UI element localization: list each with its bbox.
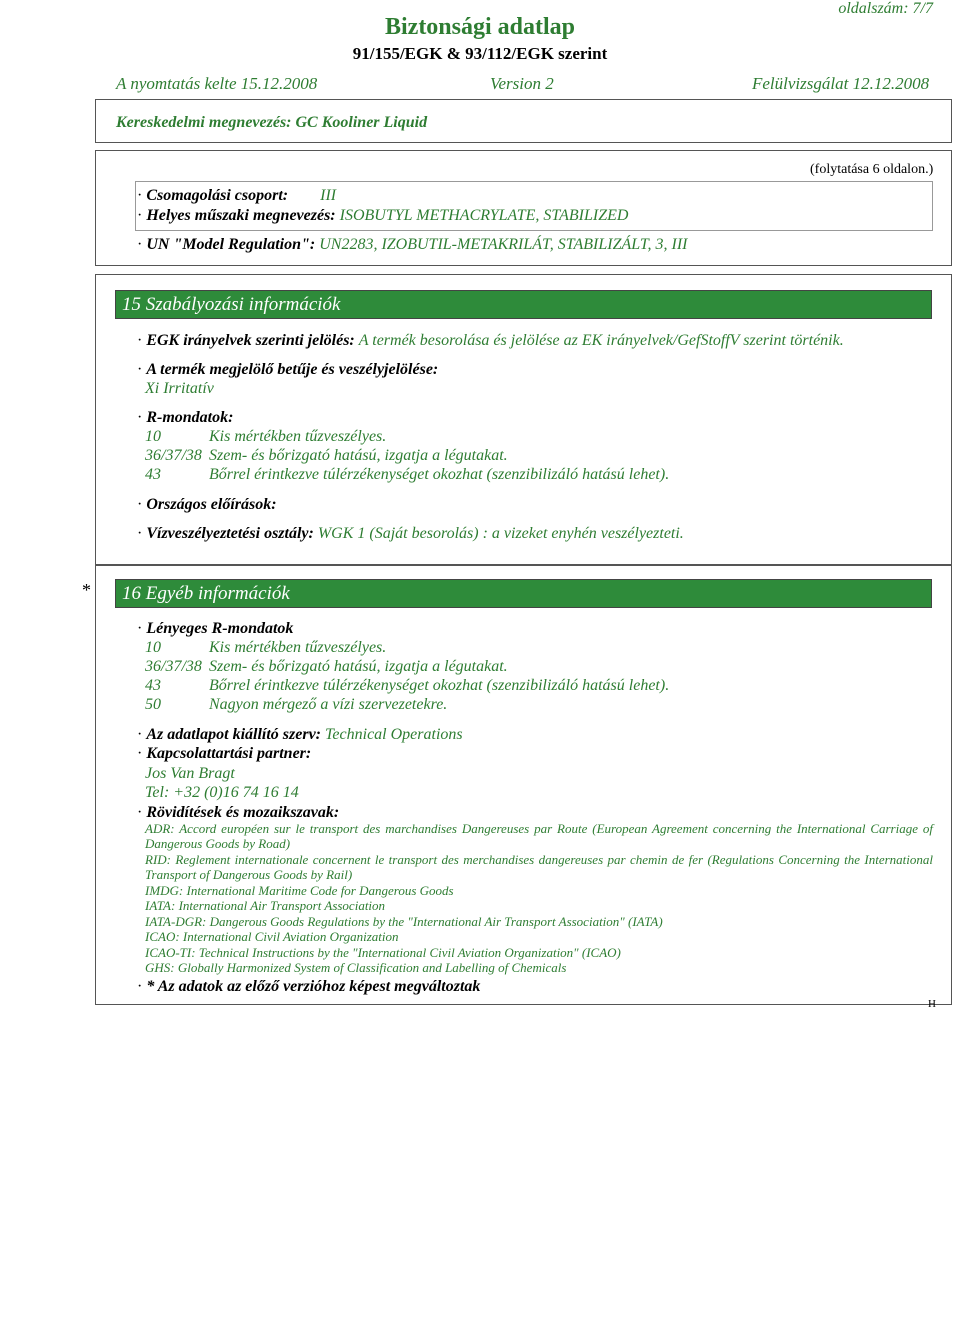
water-hazard-row: · Vízveszélyeztetési osztály: WGK 1 (Saját besorolás) : a vizeket enyhén veszélyezteti. xyxy=(137,525,684,542)
r-phrase-row: 36/37/38 Szem- és bőrizgató hatású, izgatja a légutakat. xyxy=(145,658,508,675)
abbreviation-iata-dgr: IATA-DGR: Dangerous Goods Regulations by the "International Air Transport Association" (IATA) xyxy=(145,914,663,929)
relevant-r-phrases-label: · Lényeges R-mondatok xyxy=(137,620,294,637)
r-phrase-row: 43 Bőrrel érintkezve túlérzékenységet okozhat (szenzibilizáló hatású lehet). xyxy=(145,677,670,694)
changed-note: · * Az adatok az előző verzióhoz képest megváltoztak xyxy=(137,978,481,995)
abbreviation-imdg: IMDG: International Maritime Code for Dangerous Goods xyxy=(145,883,454,898)
issuer-row: · Az adatlapot kiállító szerv: Technical Operations xyxy=(137,726,463,743)
r-phrase-row: 50 Nagyon mérgező a vízi szervezetekre. xyxy=(145,696,448,713)
trade-name-box xyxy=(95,99,952,143)
national-regulations-label: · Országos előírások: xyxy=(137,496,277,513)
egk-labelling-row: · EGK irányelvek szerinti jelölés: A termék besorolása és jelölése az EK irányelvek/GefStoffV szerint történik. xyxy=(137,332,844,349)
document-subtitle: 91/155/EGK & 93/112/EGK szerint xyxy=(352,44,608,63)
packing-group-row: · Csomagolási csoport: III xyxy=(137,187,337,204)
r-phrase-row: 43 Bőrrel érintkezve túlérzékenységet okozhat (szenzibilizáló hatású lehet). xyxy=(145,466,670,483)
contact-label: · Kapcsolattartási partner: xyxy=(137,745,312,762)
revision-date: Felülvizsgálat 12.12.2008 xyxy=(752,74,930,93)
change-marker: * xyxy=(82,580,91,600)
document-title: Biztonsági adatlap xyxy=(384,14,576,40)
abbreviation-rid: RID: Reglement internationale concernent le transport des merchandises dangereuses par chemin de fer (Regulations Concerning the International Transport of Dangerous Goods by Rail) xyxy=(145,852,933,882)
hazard-symbol-label: · A termék megjelölő betűje és veszélyjelölése: xyxy=(137,361,439,378)
hazard-symbol-value: Xi Irritatív xyxy=(145,380,214,397)
contact-name: Jos Van Bragt xyxy=(145,765,235,782)
r-phrase-row: 36/37/38 Szem- és bőrizgató hatású, izgatja a légutakat. xyxy=(145,447,508,464)
abbreviation-icao-ti: ICAO-TI: Technical Instructions by the "International Civil Aviation Organization" (ICAO) xyxy=(145,945,621,960)
section-15-heading: 15 Szabályozási információk xyxy=(115,290,932,319)
trade-name: Kereskedelmi megnevezés: GC Kooliner Liquid xyxy=(116,114,428,131)
abbreviations-label: · Rövidítések és mozaikszavak: xyxy=(137,804,340,821)
section-16-heading: 16 Egyéb információk xyxy=(115,579,932,608)
un-model-row: · UN "Model Regulation": UN2283, IZOBUTIL-METAKRILÁT, STABILIZÁLT, 3, III xyxy=(137,236,688,253)
r-phrase-row: 10 Kis mértékben tűzveszélyes. xyxy=(145,428,387,445)
r-phrases-label: · R-mondatok: xyxy=(137,409,234,426)
abbreviation-iata: IATA: International Air Transport Association xyxy=(145,898,386,913)
abbreviation-adr: ADR: Accord européen sur le transport des marchandises Dangereuses par Route (European Agreement concerning the International Carriage of Dangerous Goods by Road) xyxy=(145,821,933,851)
abbreviation-ghs: GHS: Globally Harmonized System of Classification and Labelling of Chemicals xyxy=(145,960,567,975)
abbreviation-icao: ICAO: International Civil Aviation Organization xyxy=(145,929,399,944)
contact-phone: Tel: +32 (0)16 74 16 14 xyxy=(145,784,299,801)
r-phrase-row: 10 Kis mértékben tűzveszélyes. xyxy=(145,639,387,656)
page-number: oldalszám: 7/7 xyxy=(838,0,933,17)
print-date: A nyomtatás kelte 15.12.2008 xyxy=(116,74,318,93)
continued-note: (folytatása 6 oldalon.) xyxy=(810,162,934,177)
technical-name-row: · Helyes műszaki megnevezés: ISOBUTYL METHACRYLATE, STABILIZED xyxy=(137,207,629,224)
version: Version 2 xyxy=(490,74,554,93)
footer-mark: H xyxy=(928,998,936,1010)
